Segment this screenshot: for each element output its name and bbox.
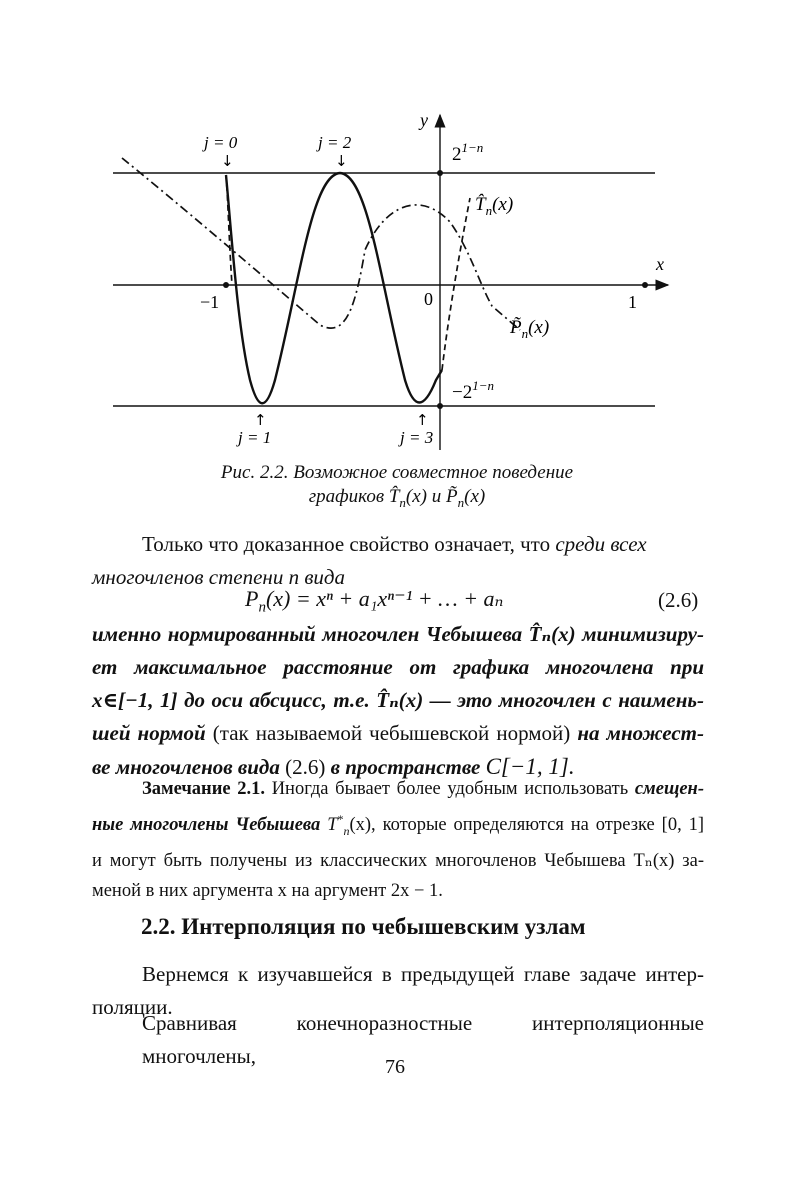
- paragraph-2-line-2: ет максимальное расстояние от графика многочлена при: [92, 655, 704, 679]
- paragraph-2-line-1: именно нормированный многочлен Чебышева T̂ₙ(x) минимизиру-: [92, 622, 704, 646]
- p1-plain: Только что доказанное свойство означает, что: [142, 532, 556, 556]
- upper-level-base: 2: [452, 144, 462, 165]
- t-hat-label: [475, 194, 513, 218]
- lower-level-label: [452, 378, 494, 403]
- page-number: 76: [385, 1056, 405, 1078]
- remark-l1-plain: Иногда бывает более удобным использовать: [265, 779, 635, 799]
- j2-label: j = 2: [318, 133, 352, 152]
- tick-1-label: 1: [628, 292, 637, 312]
- p-tilde-sub: n: [521, 326, 529, 341]
- j1-arrow: ↑: [254, 411, 267, 429]
- tick-0-label: 0: [424, 289, 433, 309]
- tick-minus1-label: −1: [200, 292, 220, 312]
- p2-l5-plain: (2.6): [285, 755, 331, 779]
- remark-line-2: [92, 804, 704, 846]
- upper-level-exp: 1−n: [461, 140, 484, 155]
- equation-number: (2.6): [658, 588, 699, 612]
- paragraph-2: [92, 618, 704, 784]
- caption-line-1: Рис. 2.2. Возможное совместное поведение: [220, 462, 574, 483]
- eq-rest: (x) = xⁿ + a₁xⁿ⁻¹ + … + aₙ: [265, 586, 504, 611]
- caption-mid: (x) и: [405, 486, 447, 507]
- p2-bold-italic: шей нормой: [92, 721, 206, 745]
- paragraph-2-line-3: x∈[−1, 1] до оси абсцисс, т.е. T̂ₙ(x) — это многочлен с наимень-: [92, 688, 704, 712]
- j0-label: j = 0: [204, 133, 238, 152]
- point-bottom: [437, 403, 443, 409]
- point-minus1: [223, 282, 229, 288]
- upper-level-label: [452, 140, 483, 165]
- caption-t: T̂: [388, 486, 400, 507]
- p2-l5-italic: ве многочленов вида: [92, 755, 286, 779]
- t-hat-arg: (x): [492, 194, 514, 215]
- remark-line-3: и могут быть получены из классических многочленов Чебышева Tₙ(x) за-: [92, 850, 704, 871]
- paragraph-1-line-1: [92, 528, 704, 561]
- paragraph-1-line-2: многочленов степени n вида: [92, 565, 346, 589]
- paragraph-3-line-1: Вернемся к изучавшейся в предыдущей главе задаче интер-: [142, 962, 704, 986]
- t-hat-symbol: T̂: [475, 194, 486, 215]
- figure-caption: [0, 462, 794, 511]
- caption-end: (x): [464, 486, 486, 507]
- eq-p: P: [245, 586, 259, 611]
- p2-l5-italic2: в пространстве: [330, 755, 486, 779]
- caption-p: P̃: [446, 486, 458, 507]
- curve-t-hat-dashed-right: [442, 198, 470, 370]
- j2-arrow: ↓: [335, 152, 348, 170]
- remark-line-4: меной в них аргумента x на аргумент 2x − 1.: [92, 880, 443, 901]
- paragraph-2-line-4: [92, 717, 704, 750]
- t-hat-sub: n: [485, 203, 493, 218]
- curve-t-hat-solid: [226, 173, 442, 403]
- remark-l2-plain: (x), которые определяются на отрезке [0, 1]: [349, 815, 704, 836]
- remark-l1-bi: смещен-: [634, 779, 704, 799]
- p1-italic: среди всех: [555, 532, 647, 556]
- j0-arrow: ↓: [221, 152, 234, 170]
- remark-label: Замечание 2.1.: [142, 779, 266, 799]
- remark-l2-t: T: [327, 815, 338, 836]
- p2-plain: (так называемой чебышевской нормой): [205, 721, 578, 745]
- paragraph-1: [92, 528, 704, 594]
- remark-2-1: [92, 774, 704, 906]
- point-top: [437, 170, 443, 176]
- paragraph-3-line-2: поляции.: [92, 995, 173, 1019]
- caption-n1: n: [399, 494, 406, 510]
- p2-italic-end: на множест-: [577, 721, 704, 745]
- figure-graph: [0, 0, 794, 470]
- caption-n2: n: [457, 494, 465, 510]
- y-axis-label: y: [420, 110, 428, 130]
- remark-line-1: [92, 774, 704, 804]
- j3-arrow: ↑: [416, 411, 429, 429]
- caption-prefix: графиков: [308, 486, 389, 507]
- caption-line-2: [0, 486, 794, 511]
- equation-2-6: [245, 586, 503, 616]
- point-one: [642, 282, 648, 288]
- p-tilde-label: [509, 317, 549, 341]
- section-heading: 2.2. Интерполяция по чебышевским узлам: [141, 914, 586, 939]
- lower-level-exp: 1−n: [472, 378, 494, 393]
- j1-label: j = 1: [238, 428, 272, 447]
- eq-sub: n: [258, 599, 266, 616]
- curve-p-tilde: [122, 158, 520, 330]
- remark-l2-sup: *: [337, 812, 344, 826]
- p-tilde-symbol: P̃: [510, 317, 522, 338]
- x-axis-label: x: [656, 254, 664, 274]
- lower-level-base: −2: [452, 382, 473, 403]
- paragraph-4-line-1: Сравнивая конечноразностные интерполяционные многочлены,: [142, 1011, 704, 1068]
- remark-l2-bi: ные многочлены Чебышева: [92, 815, 328, 836]
- remark-l2-sub: n: [343, 823, 350, 838]
- j3-label: j = 3: [400, 428, 434, 447]
- p2-l5-space: C[−1, 1].: [485, 754, 575, 779]
- p-tilde-arg: (x): [528, 317, 550, 338]
